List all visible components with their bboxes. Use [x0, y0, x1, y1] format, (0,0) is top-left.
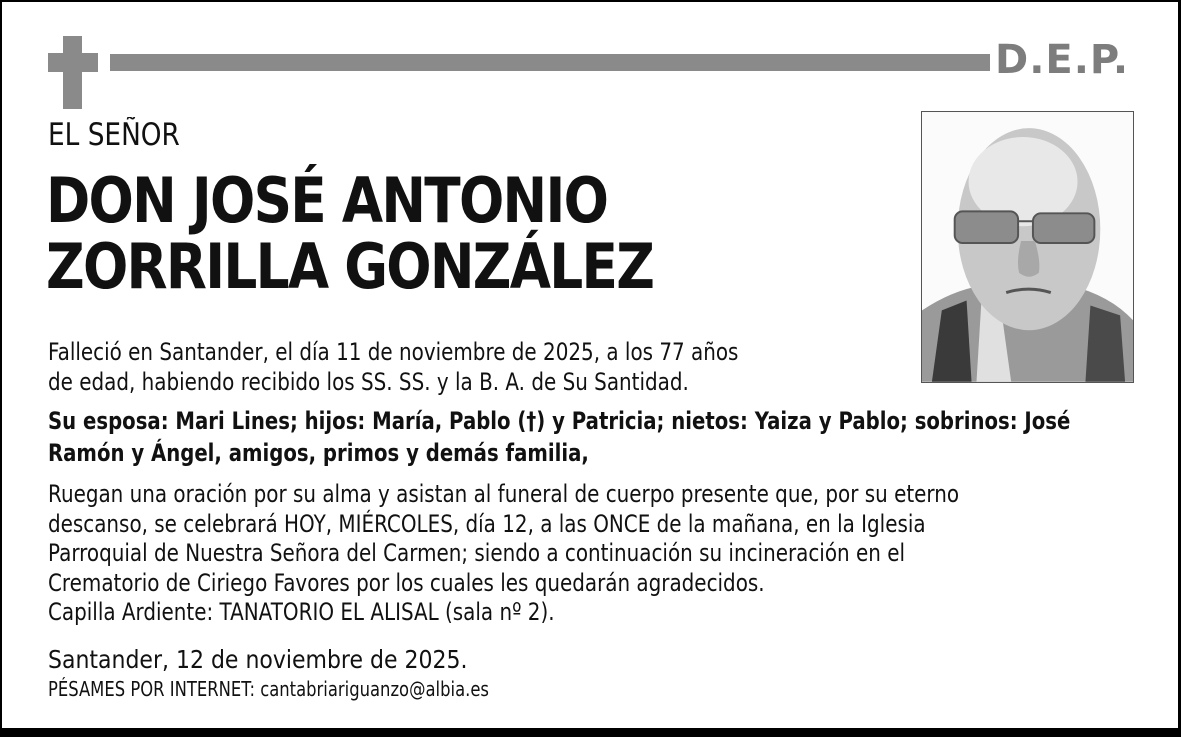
death-line-2: de edad, habiendo recibido los SS. SS. y la B. A. de Su Santidad.	[48, 367, 689, 396]
dep-label: D.E.P.	[995, 37, 1130, 83]
header-divider	[110, 54, 990, 71]
bottom-border	[0, 728, 1181, 737]
family-line-1: Su esposa: Mari Lines; hijos: María, Pablo (†) y Patricia; nietos: Yaiza y Pablo; sobrinos: José	[48, 407, 1071, 435]
service-details	[48, 480, 959, 628]
name-line-2: ZORRILLA GONZÁLEZ	[46, 230, 654, 303]
family-list	[48, 405, 1070, 469]
portrait-image	[922, 112, 1133, 382]
service-line-4: Crematorio de Ciriego Favores por los cuales les quedarán agradecidos.	[48, 568, 765, 597]
chapel-line: Capilla Ardiente: TANATORIO EL ALISAL (sala nº 2).	[48, 598, 555, 626]
place-date: Santander, 12 de noviembre de 2025.	[48, 645, 468, 674]
condolences-label: PÉSAMES POR INTERNET:	[48, 677, 255, 701]
name-line-1: DON JOSÉ ANTONIO	[46, 164, 608, 237]
family-line-2: Ramón y Ángel, amigos, primos y demás familia,	[48, 439, 589, 467]
honorific: EL SEÑOR	[48, 117, 180, 153]
service-line-2: descanso, se celebrará HOY, MIÉRCOLES, día 12, a las ONCE de la mañana, en la Iglesia	[48, 509, 926, 538]
service-line-1: Ruegan una oración por su alma y asistan al funeral de cuerpo presente que, por su eterno	[48, 480, 960, 508]
latin-cross-icon-arm	[48, 53, 98, 72]
portrait-photo	[921, 111, 1134, 383]
death-announcement	[48, 338, 738, 397]
latin-cross-icon	[63, 36, 82, 109]
deceased-name	[46, 164, 654, 303]
condolences-line	[48, 676, 489, 702]
service-line-3: Parroquial de Nuestra Señora del Carmen; siendo a continuación su incineración en el	[48, 539, 905, 567]
condolences-email-link[interactable]: cantabriariguanzo@albia.es	[260, 677, 489, 701]
death-line-1: Falleció en Santander, el día 11 de noviembre de 2025, a los 77 años	[48, 338, 739, 366]
